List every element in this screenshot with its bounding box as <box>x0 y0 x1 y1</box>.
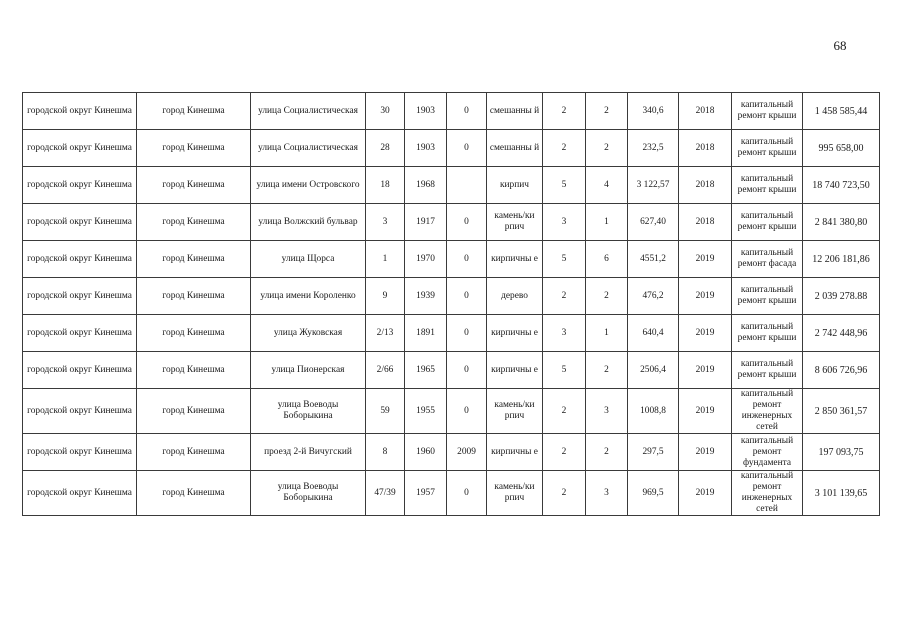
entrances-cell: 2 <box>586 352 628 389</box>
city-cell: город Кинешма <box>137 241 251 278</box>
wall-material-cell: кирпичны е <box>487 241 543 278</box>
reconstruction-year-cell: 0 <box>447 471 487 516</box>
area-cell: 4551,2 <box>628 241 679 278</box>
house-number-cell: 3 <box>366 204 405 241</box>
municipality-cell: городской округ Кинешма <box>23 130 137 167</box>
municipality-cell: городской округ Кинешма <box>23 352 137 389</box>
entrances-cell: 1 <box>586 204 628 241</box>
build-year-cell: 1903 <box>405 93 447 130</box>
reconstruction-year-cell: 0 <box>447 130 487 167</box>
house-number-cell: 2/13 <box>366 315 405 352</box>
street-cell: улица Жуковская <box>251 315 366 352</box>
municipality-cell: городской округ Кинешма <box>23 278 137 315</box>
cost-cell: 12 206 181,86 <box>803 241 880 278</box>
repair-year-cell: 2019 <box>679 315 732 352</box>
cost-cell: 2 850 361,57 <box>803 389 880 434</box>
build-year-cell: 1891 <box>405 315 447 352</box>
table-row <box>23 93 880 130</box>
floors-cell: 5 <box>543 352 586 389</box>
municipality-cell: городской округ Кинешма <box>23 93 137 130</box>
repair-year-cell: 2019 <box>679 389 732 434</box>
table-row <box>23 389 880 434</box>
street-cell: улица Воеводы Боборыкина <box>251 389 366 434</box>
street-cell: улица Пионерская <box>251 352 366 389</box>
house-number-cell: 9 <box>366 278 405 315</box>
page-number: 68 <box>833 38 847 53</box>
house-number-cell: 1 <box>366 241 405 278</box>
cost-cell: 2 039 278.88 <box>803 278 880 315</box>
reconstruction-year-cell: 0 <box>447 352 487 389</box>
table-row <box>23 241 880 278</box>
cost-cell: 1 458 585,44 <box>803 93 880 130</box>
table-row <box>23 352 880 389</box>
cost-cell: 8 606 726,96 <box>803 352 880 389</box>
work-type-cell: капитальный ремонт фасада <box>732 241 803 278</box>
city-cell: город Кинешма <box>137 352 251 389</box>
wall-material-cell: смешанны й <box>487 130 543 167</box>
floors-cell: 2 <box>543 278 586 315</box>
wall-material-cell: кирпичны е <box>487 352 543 389</box>
table-row <box>23 130 880 167</box>
build-year-cell: 1939 <box>405 278 447 315</box>
city-cell: город Кинешма <box>137 278 251 315</box>
entrances-cell: 1 <box>586 315 628 352</box>
street-cell: проезд 2-й Вичугский <box>251 434 366 471</box>
floors-cell: 2 <box>543 130 586 167</box>
table-row <box>23 278 880 315</box>
repair-year-cell: 2019 <box>679 434 732 471</box>
build-year-cell: 1960 <box>405 434 447 471</box>
reconstruction-year-cell: 0 <box>447 389 487 434</box>
repair-year-cell: 2019 <box>679 471 732 516</box>
city-cell: город Кинешма <box>137 93 251 130</box>
cost-cell: 995 658,00 <box>803 130 880 167</box>
floors-cell: 5 <box>543 167 586 204</box>
work-type-cell: капитальный ремонт крыши <box>732 93 803 130</box>
city-cell: город Кинешма <box>137 204 251 241</box>
area-cell: 476,2 <box>628 278 679 315</box>
street-cell: улица имени Островского <box>251 167 366 204</box>
work-type-cell: капитальный ремонт инженерных сетей <box>732 389 803 434</box>
build-year-cell: 1955 <box>405 389 447 434</box>
work-type-cell: капитальный ремонт крыши <box>732 204 803 241</box>
repair-year-cell: 2018 <box>679 167 732 204</box>
wall-material-cell: камень/ки рпич <box>487 471 543 516</box>
floors-cell: 5 <box>543 241 586 278</box>
housing-repair-table <box>22 92 880 516</box>
municipality-cell: городской округ Кинешма <box>23 167 137 204</box>
entrances-cell: 2 <box>586 93 628 130</box>
build-year-cell: 1917 <box>405 204 447 241</box>
repair-year-cell: 2018 <box>679 93 732 130</box>
street-cell: улица имени Короленко <box>251 278 366 315</box>
municipality-cell: городской округ Кинешма <box>23 241 137 278</box>
municipality-cell: городской округ Кинешма <box>23 434 137 471</box>
work-type-cell: капитальный ремонт инженерных сетей <box>732 471 803 516</box>
repair-year-cell: 2019 <box>679 352 732 389</box>
repair-year-cell: 2019 <box>679 241 732 278</box>
table-row <box>23 471 880 516</box>
entrances-cell: 2 <box>586 434 628 471</box>
entrances-cell: 4 <box>586 167 628 204</box>
reconstruction-year-cell: 0 <box>447 204 487 241</box>
floors-cell: 3 <box>543 204 586 241</box>
build-year-cell: 1968 <box>405 167 447 204</box>
entrances-cell: 2 <box>586 278 628 315</box>
table-body <box>23 93 880 516</box>
city-cell: город Кинешма <box>137 315 251 352</box>
floors-cell: 2 <box>543 93 586 130</box>
street-cell: улица Социалистическая <box>251 130 366 167</box>
house-number-cell: 28 <box>366 130 405 167</box>
house-number-cell: 18 <box>366 167 405 204</box>
wall-material-cell: камень/ки рпич <box>487 204 543 241</box>
house-number-cell: 8 <box>366 434 405 471</box>
work-type-cell: капитальный ремонт крыши <box>732 130 803 167</box>
area-cell: 3 122,57 <box>628 167 679 204</box>
wall-material-cell: дерево <box>487 278 543 315</box>
work-type-cell: капитальный ремонт крыши <box>732 167 803 204</box>
floors-cell: 2 <box>543 471 586 516</box>
build-year-cell: 1903 <box>405 130 447 167</box>
reconstruction-year-cell: 2009 <box>447 434 487 471</box>
wall-material-cell: камень/ки рпич <box>487 389 543 434</box>
house-number-cell: 2/66 <box>366 352 405 389</box>
area-cell: 297,5 <box>628 434 679 471</box>
reconstruction-year-cell: 0 <box>447 315 487 352</box>
entrances-cell: 3 <box>586 389 628 434</box>
street-cell: улица Волжский бульвар <box>251 204 366 241</box>
area-cell: 2506,4 <box>628 352 679 389</box>
repair-year-cell: 2018 <box>679 204 732 241</box>
work-type-cell: капитальный ремонт крыши <box>732 278 803 315</box>
area-cell: 627,40 <box>628 204 679 241</box>
city-cell: город Кинешма <box>137 434 251 471</box>
house-number-cell: 59 <box>366 389 405 434</box>
area-cell: 232,5 <box>628 130 679 167</box>
cost-cell: 18 740 723,50 <box>803 167 880 204</box>
floors-cell: 3 <box>543 315 586 352</box>
entrances-cell: 6 <box>586 241 628 278</box>
build-year-cell: 1970 <box>405 241 447 278</box>
reconstruction-year-cell <box>447 167 487 204</box>
table-row <box>23 167 880 204</box>
street-cell: улица Щорса <box>251 241 366 278</box>
house-number-cell: 30 <box>366 93 405 130</box>
repair-year-cell: 2019 <box>679 278 732 315</box>
entrances-cell: 3 <box>586 471 628 516</box>
work-type-cell: капитальный ремонт крыши <box>732 315 803 352</box>
city-cell: город Кинешма <box>137 389 251 434</box>
street-cell: улица Социалистическая <box>251 93 366 130</box>
house-number-cell: 47/39 <box>366 471 405 516</box>
area-cell: 640,4 <box>628 315 679 352</box>
municipality-cell: городской округ Кинешма <box>23 389 137 434</box>
reconstruction-year-cell: 0 <box>447 241 487 278</box>
city-cell: город Кинешма <box>137 167 251 204</box>
build-year-cell: 1965 <box>405 352 447 389</box>
wall-material-cell: кирпичны е <box>487 315 543 352</box>
work-type-cell: капитальный ремонт крыши <box>732 352 803 389</box>
table-row <box>23 315 880 352</box>
wall-material-cell: кирпич <box>487 167 543 204</box>
cost-cell: 2 841 380,80 <box>803 204 880 241</box>
city-cell: город Кинешма <box>137 130 251 167</box>
table-row <box>23 204 880 241</box>
cost-cell: 3 101 139,65 <box>803 471 880 516</box>
entrances-cell: 2 <box>586 130 628 167</box>
build-year-cell: 1957 <box>405 471 447 516</box>
cost-cell: 197 093,75 <box>803 434 880 471</box>
repair-year-cell: 2018 <box>679 130 732 167</box>
floors-cell: 2 <box>543 434 586 471</box>
city-cell: город Кинешма <box>137 471 251 516</box>
municipality-cell: городской округ Кинешма <box>23 315 137 352</box>
cost-cell: 2 742 448,96 <box>803 315 880 352</box>
reconstruction-year-cell: 0 <box>447 93 487 130</box>
municipality-cell: городской округ Кинешма <box>23 204 137 241</box>
work-type-cell: капитальный ремонт фундамента <box>732 434 803 471</box>
table-row <box>23 434 880 471</box>
area-cell: 1008,8 <box>628 389 679 434</box>
reconstruction-year-cell: 0 <box>447 278 487 315</box>
wall-material-cell: смешанны й <box>487 93 543 130</box>
area-cell: 340,6 <box>628 93 679 130</box>
area-cell: 969,5 <box>628 471 679 516</box>
street-cell: улица Воеводы Боборыкина <box>251 471 366 516</box>
floors-cell: 2 <box>543 389 586 434</box>
municipality-cell: городской округ Кинешма <box>23 471 137 516</box>
wall-material-cell: кирпичны е <box>487 434 543 471</box>
